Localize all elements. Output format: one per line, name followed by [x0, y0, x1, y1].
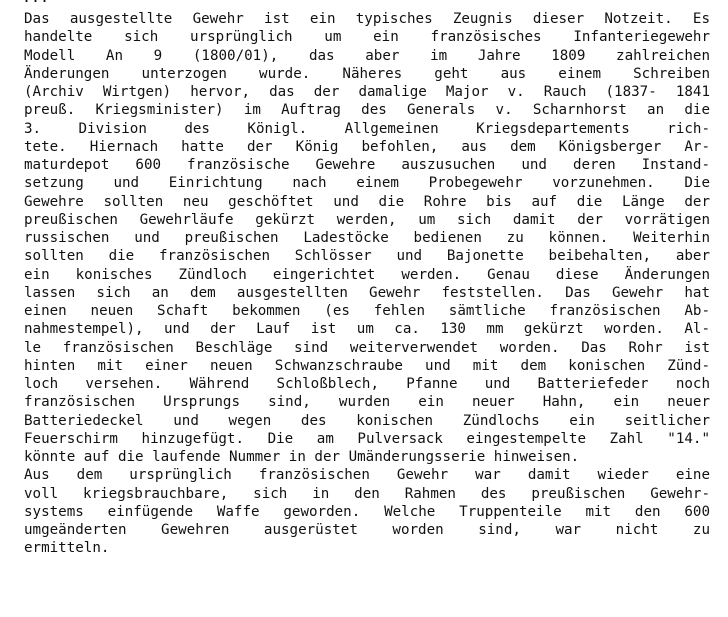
text-line: handelte sich ursprünglich um ein französisches Infanteriegewehr — [24, 29, 710, 46]
text-line: loch versehen. Während Schloßblech, Pfanne und Batteriefeder noch — [24, 376, 710, 392]
text-line: sollten die französischen Schlösser und Bajonette beibehalten, aber — [24, 248, 710, 265]
text-line: russischen und preußischen Ladestöcke bedienen zu können. Weiterhin — [24, 230, 710, 246]
text-line: ermitteln. — [24, 540, 110, 557]
text-line: systems einfügende Waffe geworden. Welche Truppenteile mit den 600 — [24, 503, 710, 520]
paragraph-2 — [24, 466, 710, 557]
text-line: Feuerschirm hinzugefügt. Die am Pulversack eingestempelte Zahl "14." — [24, 430, 710, 447]
text-line: Gewehre sollten neu geschöftet und die Rohre bis auf die Länge der — [24, 193, 710, 210]
text-line: (Archiv Wirtgen) hervor, das der damalige Major v. Rauch (1837- 1841 — [24, 84, 710, 100]
text-line: hinten mit einer neuen Schwanzschraube und mit dem konischen Zünd- — [24, 357, 710, 374]
paragraph-1 — [24, 10, 710, 466]
text-line: maturdepot 600 französische Gewehre auszusuchen und deren Instand- — [24, 157, 710, 173]
top-fragment-text — [22, 0, 262, 5]
body-text — [24, 10, 710, 558]
text-line: umgeänderten Gewehren ausgerüstet worden sind, war nicht zu — [24, 522, 710, 538]
text-line: le französischen Beschläge sind weiterverwendet worden. Das Rohr ist — [24, 339, 710, 356]
text-line: könnte auf die laufende Nummer in der Umänderungsserie hinweisen. — [24, 449, 580, 465]
text-line: tete. Hiernach hatte der König befohlen, aus dem Königsberger Ar- — [24, 138, 710, 155]
text-line: einen neuen Schaft bekommen (es fehlen sämtliche französischen Ab- — [24, 303, 710, 319]
text-line: preuß. Kriegsminister) im Auftrag des Generals v. Scharnhorst an die — [24, 102, 710, 119]
text-line: Änderungen unterzogen wurde. Näheres geht aus einem Schreiben — [24, 65, 710, 82]
text-line: voll kriegsbrauchbare, sich in den Rahmen des preußischen Gewehr- — [24, 485, 710, 502]
text-line: 3. Division des Königl. Allgemeinen Kriegsdepartements rich- — [24, 120, 710, 137]
text-line: Aus dem ursprünglich französischen Gewehr war damit wieder eine — [24, 467, 710, 484]
text-line: setzung und Einrichtung nach einem Probegewehr vorzunehmen. Die — [24, 175, 710, 192]
text-line: ein konisches Zündloch eingerichtet werden. Genau diese Änderungen — [24, 266, 710, 283]
text-line: nahmestempel), und der Lauf ist um ca. 130 mm gekürzt worden. Al- — [24, 321, 710, 338]
text-line: lassen sich an dem ausgestellten Gewehr feststellen. Das Gewehr hat — [24, 284, 710, 301]
text-line: preußischen Gewehrläufe gekürzt werden, um sich damit der vorrätigen — [24, 211, 710, 228]
text-line: Batteriedeckel und wegen des konischen Zündlochs ein seitlicher — [24, 412, 710, 429]
text-line: Das ausgestellte Gewehr ist ein typisches Zeugnis dieser Notzeit. Es — [24, 11, 710, 27]
cut-off-top-line — [22, 0, 262, 6]
text-line: Modell An 9 (1800/01), das aber im Jahre 1809 zahlreichen — [24, 47, 710, 64]
text-line: französischen Ursprungs sind, wurden ein neuer Hahn, ein neuer — [24, 394, 710, 411]
